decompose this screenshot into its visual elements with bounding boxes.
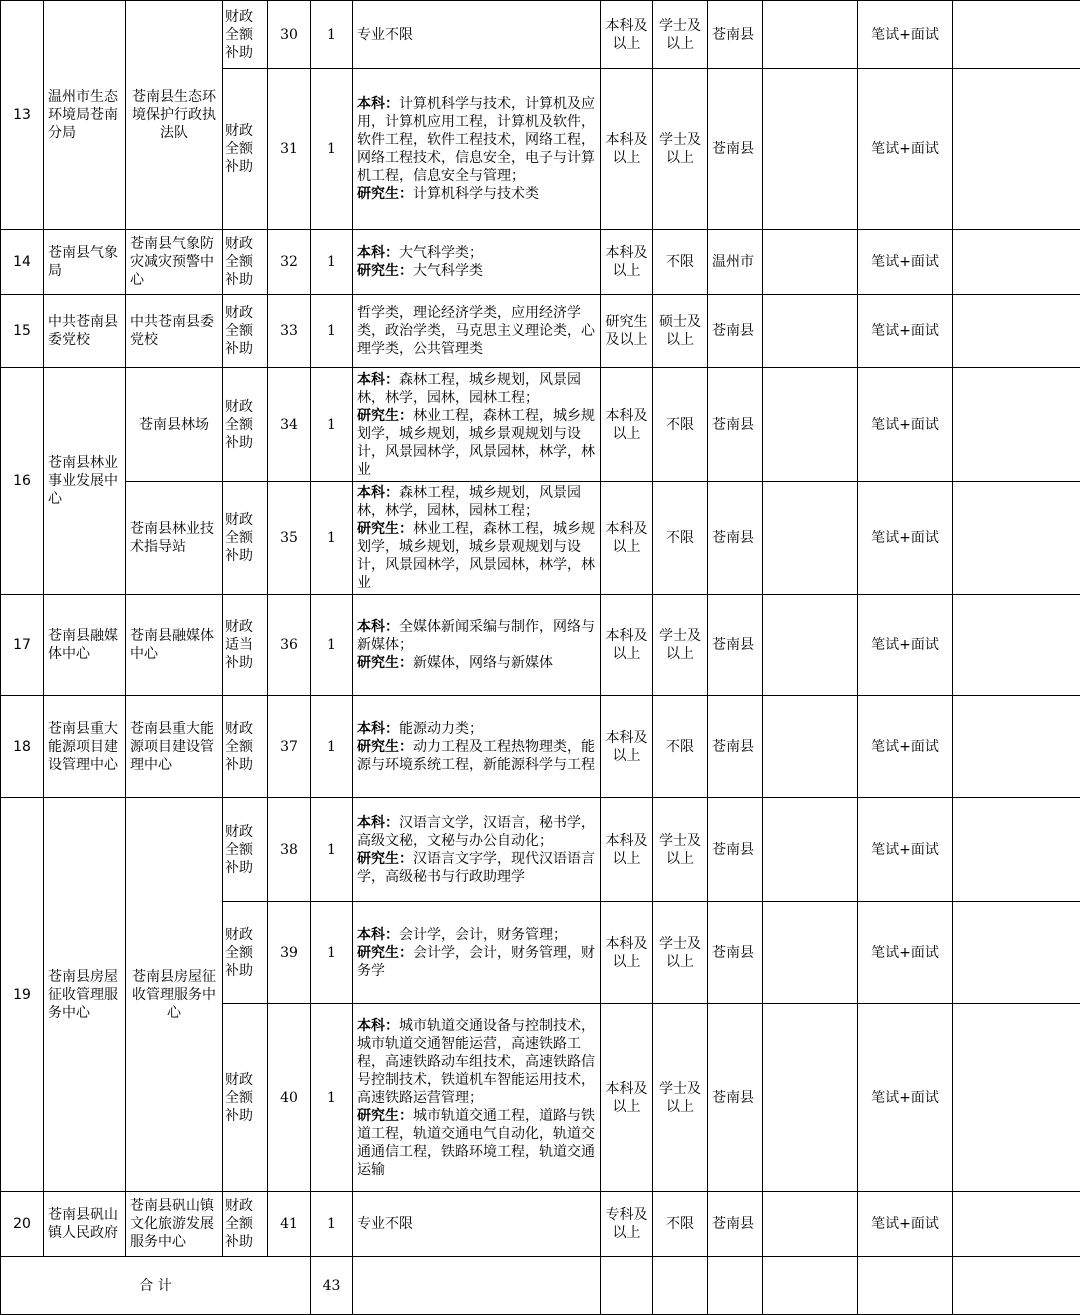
hukou-cell: 苍南县 xyxy=(708,368,763,482)
major-cell xyxy=(353,1004,601,1192)
education-cell: 专科及以上 xyxy=(601,1192,653,1257)
position-code-cell: 38 xyxy=(268,798,311,902)
education-cell: 本科及以上 xyxy=(601,368,653,482)
funding-cell: 财政适当补助 xyxy=(223,595,268,696)
postgrad-majors: 动力工程及工程热物理类，能源与环境系统工程，新能源科学与工程 xyxy=(357,738,595,773)
undergrad-majors: 计算机科学与技术，计算机及应用，计算机应用工程，计算机及软件，软件工程，软件工程技术，网络工程，网络工程技术，信息安全，电子与计算机工程，信息安全与管理； xyxy=(357,96,595,184)
exam-cell: 笔试+面试 xyxy=(858,902,953,1004)
exam-cell: 笔试+面试 xyxy=(858,696,953,798)
headcount-cell: 1 xyxy=(311,230,353,295)
degree-cell: 硕士及以上 xyxy=(653,295,708,368)
empty-cell xyxy=(763,482,858,595)
empty-cell xyxy=(763,230,858,295)
serial-cell: 18 xyxy=(1,696,44,798)
table-row xyxy=(1,696,1080,798)
serial-cell: 17 xyxy=(1,595,44,696)
degree-cell: 不限 xyxy=(653,696,708,798)
table-row xyxy=(1,368,1080,482)
undergrad-majors: 森林工程，城乡规划，风景园林，林学，园林，园林工程； xyxy=(357,485,581,519)
total-count: 43 xyxy=(311,1257,353,1315)
unit-cell: 中共苍南县委党校 xyxy=(126,295,223,368)
postgrad-label: 研究生： xyxy=(357,655,413,671)
degree-cell: 不限 xyxy=(653,1192,708,1257)
hukou-cell: 苍南县 xyxy=(708,1192,763,1257)
major-cell xyxy=(353,69,601,230)
department-cell: 苍南县融媒体中心 xyxy=(44,595,126,696)
empty-cell xyxy=(763,902,858,1004)
unit-cell: 苍南县融媒体中心 xyxy=(126,595,223,696)
remarks-cell xyxy=(953,595,1080,696)
serial-cell: 15 xyxy=(1,295,44,368)
major-cell xyxy=(353,696,601,798)
department-cell: 苍南县房屋征收管理服务中心 xyxy=(44,798,126,1192)
remarks-cell xyxy=(953,1,1080,69)
unit-cell: 苍南县气象防灾减灾预警中心 xyxy=(126,230,223,295)
hukou-cell: 苍南县 xyxy=(708,1,763,69)
degree-cell: 不限 xyxy=(653,368,708,482)
degree-cell: 学士及以上 xyxy=(653,798,708,902)
headcount-cell: 1 xyxy=(311,1,353,69)
postgrad-label: 研究生： xyxy=(357,850,413,867)
degree-cell: 不限 xyxy=(653,482,708,595)
postgrad-label: 研究生： xyxy=(357,407,413,424)
table-row xyxy=(1,595,1080,696)
degree-cell: 不限 xyxy=(653,230,708,295)
postgrad-label: 研究生： xyxy=(357,738,413,755)
position-code-cell: 31 xyxy=(268,69,311,230)
headcount-cell: 1 xyxy=(311,696,353,798)
undergrad-label: 本科： xyxy=(357,371,399,388)
postgrad-majors: 汉语言文字学，现代汉语语言学，高级秘书与行政助理学 xyxy=(357,850,595,885)
empty-cell xyxy=(763,69,858,230)
postgrad-majors: 林业工程，森林工程，城乡规划学，城乡规划，城乡景观规划与设计，风景园林学，风景园林，林学，林业 xyxy=(357,407,595,478)
table-row xyxy=(1,230,1080,295)
degree-cell: 学士及以上 xyxy=(653,902,708,1004)
empty-cell xyxy=(353,1257,601,1315)
postgrad-majors: 城市轨道交通工程，道路与铁道工程，轨道交通电气自动化，轨道交通通信工程，铁路环境工程，轨道交通运输 xyxy=(357,1107,595,1178)
major-cell xyxy=(353,798,601,902)
serial-cell: 14 xyxy=(1,230,44,295)
undergrad-label: 本科： xyxy=(357,485,399,501)
headcount-cell: 1 xyxy=(311,902,353,1004)
total-label: 合 计 xyxy=(1,1257,311,1315)
major-cell xyxy=(353,295,601,368)
postgrad-label: 研究生： xyxy=(357,1107,413,1124)
postgrad-label: 研究生： xyxy=(357,186,413,202)
department-cell: 苍南县重大能源项目建设管理中心 xyxy=(44,696,126,798)
exam-cell: 笔试+面试 xyxy=(858,482,953,595)
undergrad-majors: 大气科学类； xyxy=(399,245,483,261)
headcount-cell: 1 xyxy=(311,69,353,230)
major-cell xyxy=(353,230,601,295)
remarks-cell xyxy=(953,295,1080,368)
exam-cell: 笔试+面试 xyxy=(858,595,953,696)
major-cell xyxy=(353,1192,601,1257)
position-code-cell: 30 xyxy=(268,1,311,69)
position-code-cell: 36 xyxy=(268,595,311,696)
empty-cell xyxy=(763,1257,858,1315)
remarks-cell xyxy=(953,230,1080,295)
funding-cell: 财政全额补助 xyxy=(223,69,268,230)
undergrad-majors: 能源动力类； xyxy=(399,720,483,737)
exam-cell: 笔试+面试 xyxy=(858,230,953,295)
empty-cell xyxy=(653,1257,708,1315)
position-code-cell: 35 xyxy=(268,482,311,595)
hukou-cell: 苍南县 xyxy=(708,69,763,230)
hukou-cell: 苍南县 xyxy=(708,1004,763,1192)
education-cell: 本科及以上 xyxy=(601,595,653,696)
education-cell: 本科及以上 xyxy=(601,1004,653,1192)
remarks-cell xyxy=(953,368,1080,482)
department-cell: 苍南县林业事业发展中心 xyxy=(44,368,126,595)
department-cell: 苍南县气象局 xyxy=(44,230,126,295)
education-cell: 本科及以上 xyxy=(601,69,653,230)
serial-cell: 13 xyxy=(1,1,44,230)
degree-cell: 学士及以上 xyxy=(653,595,708,696)
funding-cell: 财政全额补助 xyxy=(223,1004,268,1192)
hukou-cell: 苍南县 xyxy=(708,595,763,696)
headcount-cell: 1 xyxy=(311,482,353,595)
exam-cell: 笔试+面试 xyxy=(858,69,953,230)
empty-cell xyxy=(763,798,858,902)
serial-cell: 16 xyxy=(1,368,44,595)
education-cell: 本科及以上 xyxy=(601,1,653,69)
major-cell xyxy=(353,595,601,696)
funding-cell: 财政全额补助 xyxy=(223,696,268,798)
empty-cell xyxy=(708,1257,763,1315)
remarks-cell xyxy=(953,1192,1080,1257)
department-cell: 苍南县矾山镇人民政府 xyxy=(44,1192,126,1257)
education-cell: 本科及以上 xyxy=(601,230,653,295)
remarks-cell xyxy=(953,1004,1080,1192)
empty-cell xyxy=(763,1,858,69)
headcount-cell: 1 xyxy=(311,1004,353,1192)
undergrad-label: 本科： xyxy=(357,245,399,261)
postgrad-majors: 新媒体，网络与新媒体 xyxy=(413,655,553,671)
major-cell xyxy=(353,1,601,69)
major-text: 专业不限 xyxy=(357,26,413,43)
department-cell: 中共苍南县委党校 xyxy=(44,295,126,368)
remarks-cell xyxy=(953,69,1080,230)
postgrad-label: 研究生： xyxy=(357,944,413,961)
empty-cell xyxy=(858,1257,953,1315)
total-row xyxy=(1,1257,1080,1315)
exam-cell: 笔试+面试 xyxy=(858,798,953,902)
headcount-cell: 1 xyxy=(311,1192,353,1257)
empty-cell xyxy=(953,1257,1080,1315)
degree-cell: 学士及以上 xyxy=(653,1,708,69)
serial-cell: 19 xyxy=(1,798,44,1192)
postgrad-label: 研究生： xyxy=(357,263,413,279)
table-row xyxy=(1,1192,1080,1257)
funding-cell: 财政全额补助 xyxy=(223,230,268,295)
empty-cell xyxy=(601,1257,653,1315)
position-code-cell: 39 xyxy=(268,902,311,1004)
unit-cell: 苍南县房屋征收管理服务中心 xyxy=(126,798,223,1192)
degree-cell: 学士及以上 xyxy=(653,69,708,230)
undergrad-majors: 全媒体新闻采编与制作，网络与新媒体； xyxy=(357,619,595,653)
remarks-cell xyxy=(953,482,1080,595)
exam-cell: 笔试+面试 xyxy=(858,1192,953,1257)
education-cell: 本科及以上 xyxy=(601,482,653,595)
table-row xyxy=(1,798,1080,902)
undergrad-majors: 森林工程，城乡规划，风景园林，林学，园林，园林工程； xyxy=(357,371,581,406)
department-cell: 温州市生态环境局苍南分局 xyxy=(44,1,126,230)
funding-cell: 财政全额补助 xyxy=(223,368,268,482)
undergrad-label: 本科： xyxy=(357,720,399,737)
headcount-cell: 1 xyxy=(311,595,353,696)
funding-cell: 财政全额补助 xyxy=(223,798,268,902)
empty-cell xyxy=(763,595,858,696)
hukou-cell: 苍南县 xyxy=(708,295,763,368)
education-cell: 本科及以上 xyxy=(601,696,653,798)
empty-cell xyxy=(763,1192,858,1257)
remarks-cell xyxy=(953,798,1080,902)
degree-cell: 学士及以上 xyxy=(653,1004,708,1192)
position-code-cell: 37 xyxy=(268,696,311,798)
undergrad-majors: 会计学，会计，财务管理； xyxy=(399,926,567,943)
funding-cell: 财政全额补助 xyxy=(223,1,268,69)
education-cell: 研究生及以上 xyxy=(601,295,653,368)
undergrad-label: 本科： xyxy=(357,619,399,635)
undergrad-label: 本科： xyxy=(357,1017,399,1034)
unit-cell: 苍南县重大能源项目建设管理中心 xyxy=(126,696,223,798)
hukou-cell: 温州市 xyxy=(708,230,763,295)
major-text: 专业不限 xyxy=(357,1216,413,1232)
headcount-cell: 1 xyxy=(311,798,353,902)
empty-cell xyxy=(763,368,858,482)
funding-cell: 财政全额补助 xyxy=(223,295,268,368)
table-row xyxy=(1,295,1080,368)
empty-cell xyxy=(763,696,858,798)
hukou-cell: 苍南县 xyxy=(708,798,763,902)
postgrad-majors: 林业工程，森林工程，城乡规划学，城乡规划，城乡景观规划与设计，风景园林学，风景园林，林学，林业 xyxy=(357,521,595,591)
position-code-cell: 32 xyxy=(268,230,311,295)
undergrad-majors: 城市轨道交通设备与控制技术，城市轨道交通智能运营，高速铁路工程，高速铁路动车组技术，高速铁路信号控制技术，铁道机车智能运用技术，高速铁路运营管理； xyxy=(357,1017,595,1106)
position-code-cell: 33 xyxy=(268,295,311,368)
empty-cell xyxy=(763,295,858,368)
unit-cell: 苍南县林场 xyxy=(126,368,223,482)
hukou-cell: 苍南县 xyxy=(708,696,763,798)
education-cell: 本科及以上 xyxy=(601,798,653,902)
postgrad-majors: 大气科学类 xyxy=(413,263,483,279)
exam-cell: 笔试+面试 xyxy=(858,295,953,368)
funding-cell: 财政全额补助 xyxy=(223,902,268,1004)
undergrad-label: 本科： xyxy=(357,96,399,112)
education-cell: 本科及以上 xyxy=(601,902,653,1004)
unit-cell: 苍南县林业技术指导站 xyxy=(126,482,223,595)
headcount-cell: 1 xyxy=(311,368,353,482)
position-code-cell: 34 xyxy=(268,368,311,482)
exam-cell: 笔试+面试 xyxy=(858,1004,953,1192)
headcount-cell: 1 xyxy=(311,295,353,368)
undergrad-label: 本科： xyxy=(357,814,399,831)
undergrad-majors: 汉语言文学，汉语言，秘书学，高级文秘，文秘与办公自动化； xyxy=(357,814,595,849)
hukou-cell: 苍南县 xyxy=(708,902,763,1004)
postgrad-label: 研究生： xyxy=(357,521,413,537)
serial-cell: 20 xyxy=(1,1192,44,1257)
funding-cell: 财政全额补助 xyxy=(223,482,268,595)
position-code-cell: 41 xyxy=(268,1192,311,1257)
position-code-cell: 40 xyxy=(268,1004,311,1192)
major-text: 哲学类，理论经济学类，应用经济学类，政治学类，马克思主义理论类，心理学类，公共管理类 xyxy=(357,305,595,357)
table-row xyxy=(1,1,1080,69)
remarks-cell xyxy=(953,902,1080,1004)
postgrad-majors: 计算机科学与技术类 xyxy=(413,186,539,202)
unit-cell: 苍南县生态环境保护行政执法队 xyxy=(126,1,223,230)
unit-cell: 苍南县矾山镇文化旅游发展服务中心 xyxy=(126,1192,223,1257)
major-cell xyxy=(353,902,601,1004)
major-cell xyxy=(353,368,601,482)
funding-cell: 财政全额补助 xyxy=(223,1192,268,1257)
table-row xyxy=(1,482,1080,595)
major-cell xyxy=(353,482,601,595)
undergrad-label: 本科： xyxy=(357,926,399,943)
remarks-cell xyxy=(953,696,1080,798)
hukou-cell: 苍南县 xyxy=(708,482,763,595)
exam-cell: 笔试+面试 xyxy=(858,1,953,69)
exam-cell: 笔试+面试 xyxy=(858,368,953,482)
empty-cell xyxy=(763,1004,858,1192)
postgrad-majors: 会计学，会计，财务管理，财务学 xyxy=(357,944,595,979)
